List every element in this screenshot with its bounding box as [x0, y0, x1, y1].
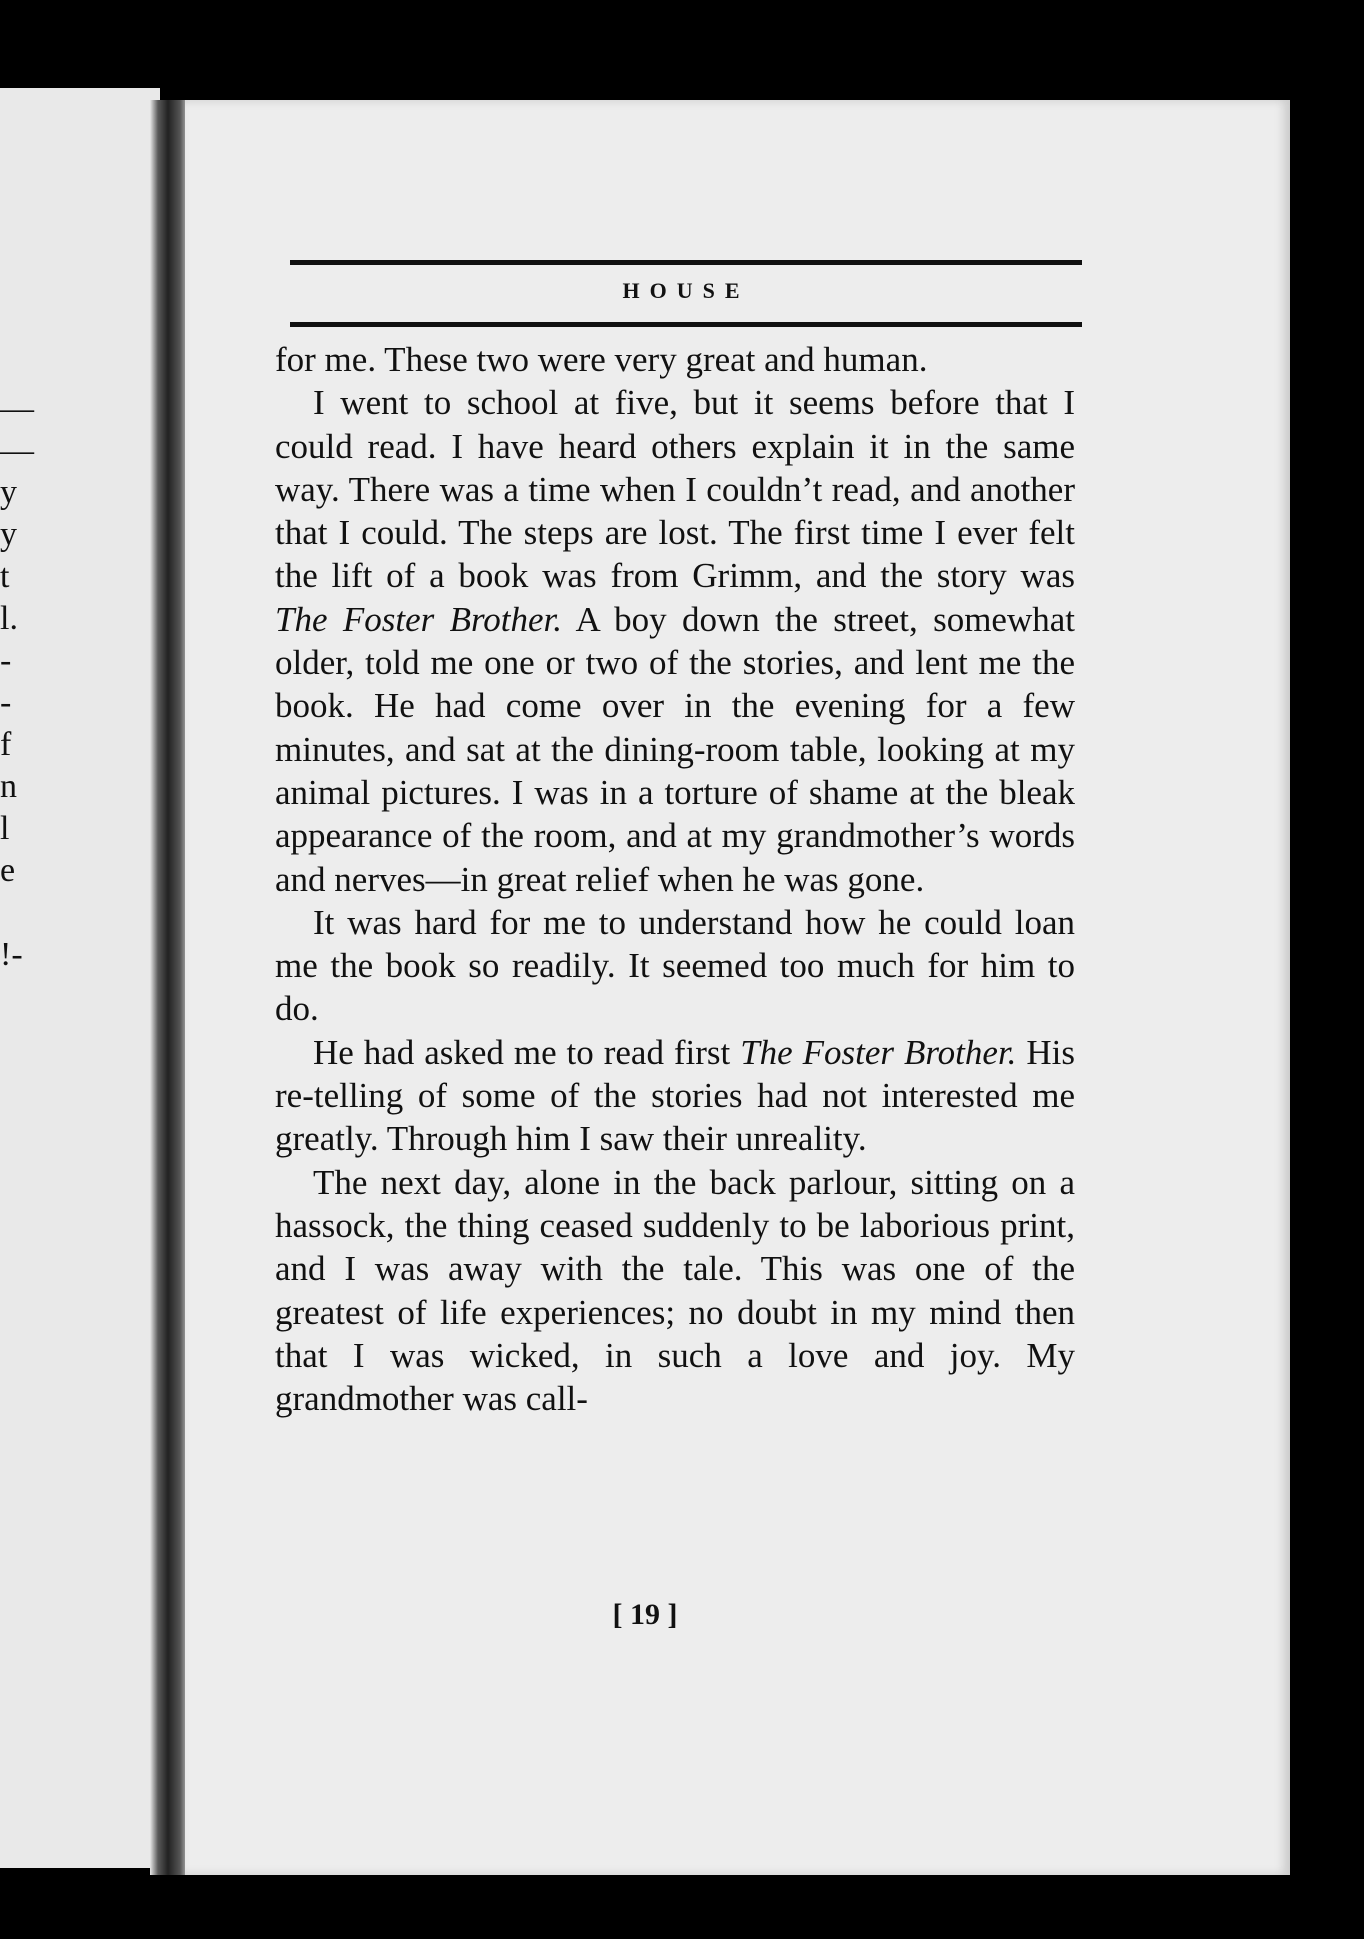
fragment: l.	[0, 600, 18, 637]
paragraph-text: for me. These two were very great and human.	[275, 340, 928, 379]
paragraph-text: I went to school at five, but it seems before that I could read. I have heard others explain it in the same way. There was a time when I couldn’t read, and another that I could. The steps are lost. The first time I ever felt the lift of a book was from Grimm, and the story was	[275, 383, 1075, 596]
fragment: —	[0, 432, 34, 469]
fragment: t	[0, 558, 10, 595]
fragment: n	[0, 768, 17, 805]
facing-page-edge	[0, 88, 160, 1868]
header-rule-bottom	[290, 322, 1082, 327]
book-title: The Foster Brother.	[740, 1032, 1017, 1072]
header-rule-top	[290, 260, 1082, 265]
paragraph	[275, 381, 1075, 901]
fragment: l	[0, 810, 10, 847]
fragment: f	[0, 726, 12, 763]
paragraph-text: A boy down the street, somewhat older, told me one or two of the stories, and lent me the book. He had come over in the evening for a few minutes, and sat at the dining-room table, looking at my animal pictures. I was in a torture of shame at the bleak appearance of the room, and at my grandmother’s words and nerves—in great relief when he was gone.	[275, 599, 1075, 899]
fragment: -	[0, 642, 12, 679]
fragment: -	[0, 684, 12, 721]
fragment: e	[0, 852, 16, 889]
paragraph-text: His re-telling of some of the stories had not interested me greatly. Through him I saw their unreality.	[275, 1032, 1075, 1159]
paragraph	[275, 1161, 1075, 1421]
fragment: y	[0, 516, 17, 553]
fragment: !-	[0, 936, 23, 973]
paragraph-text: It was hard for me to understand how he could loan me the book so readily. It seemed too much for him to do.	[275, 902, 1075, 1029]
fragment: —	[0, 390, 34, 427]
body-text	[275, 338, 1075, 1420]
book-title: The Foster Brother.	[275, 599, 563, 639]
fragment: y	[0, 474, 17, 511]
facing-page-text-fragments	[0, 388, 34, 976]
fragment	[0, 892, 30, 934]
paragraph-text: He had asked me to read first	[313, 1032, 741, 1072]
paragraph-text: The next day, alone in the back parlour, sitting on a hassock, the thing ceased suddenly to be laborious print, and I was away with the tale. This was one of the greatest of life experiences; no doubt in my mind then that I was wicked, in such a love and joy. My grandmother was call-	[275, 1162, 1075, 1419]
paragraph	[275, 338, 1075, 381]
paragraph	[275, 1031, 1075, 1161]
paragraph	[275, 901, 1075, 1031]
book-gutter	[150, 100, 190, 1875]
running-head: HOUSE	[622, 278, 750, 303]
page-number: [ 19 ]	[612, 1598, 678, 1631]
